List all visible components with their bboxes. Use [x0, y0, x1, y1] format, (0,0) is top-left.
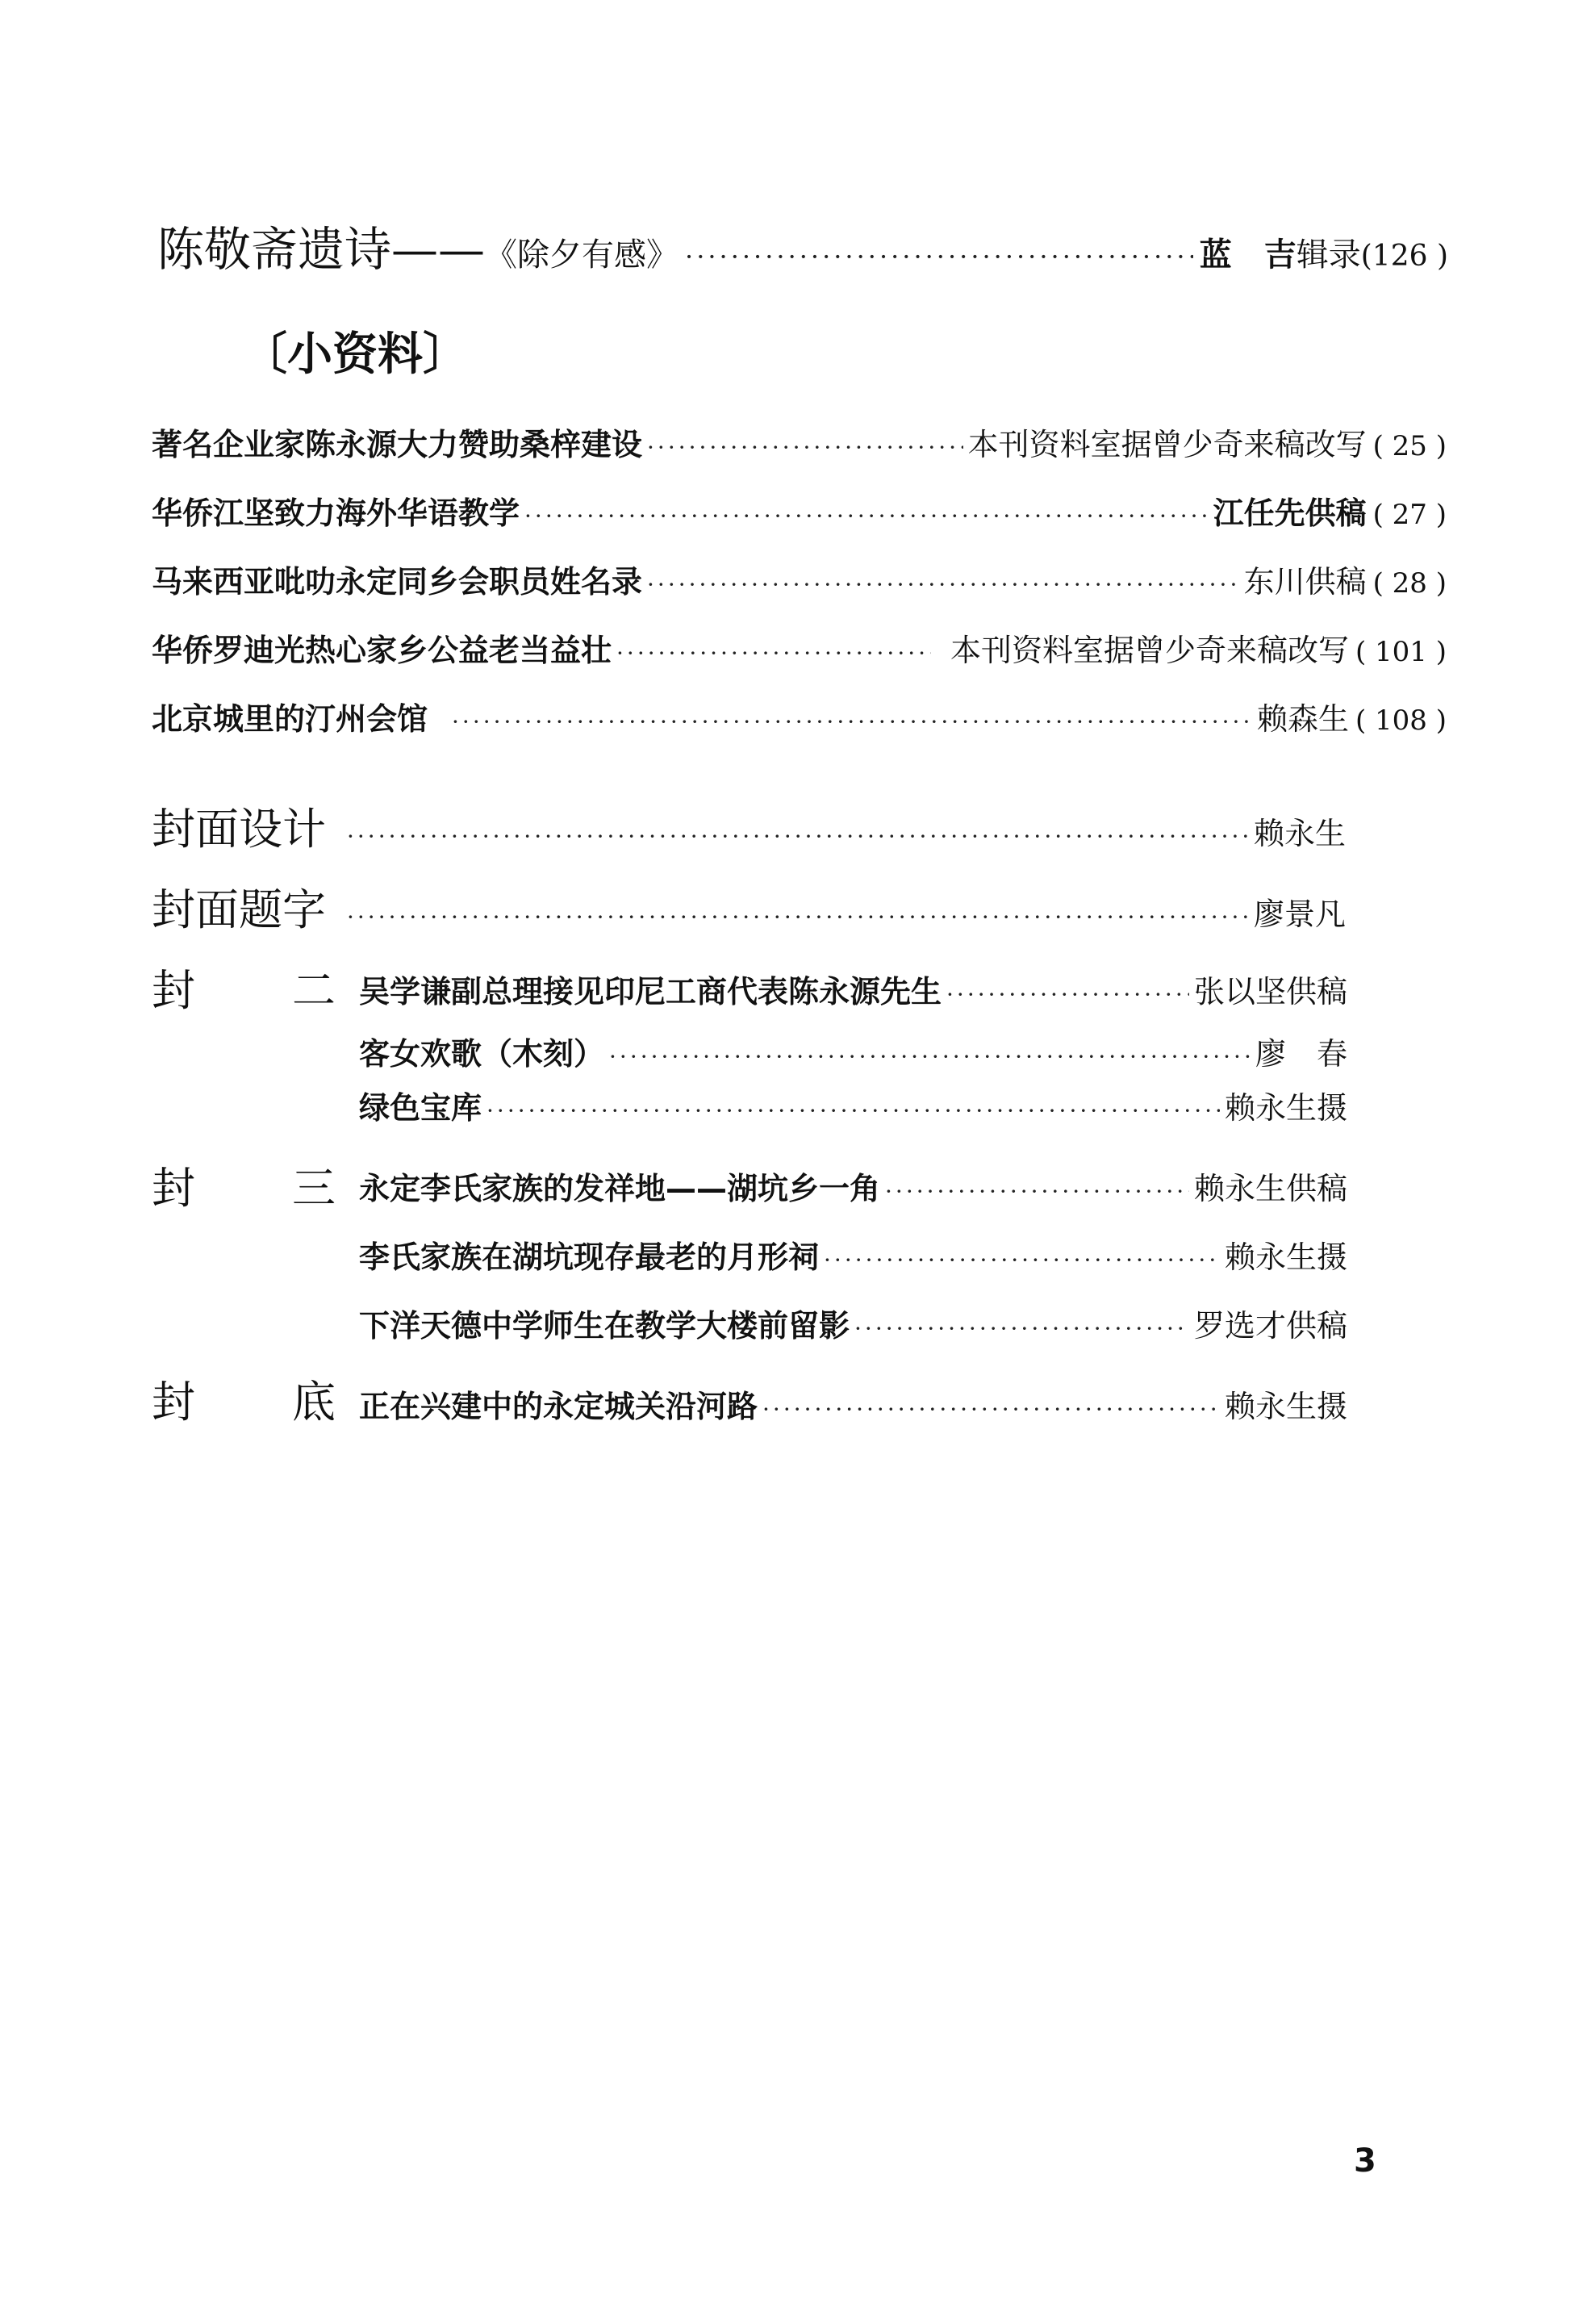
back-cover-label-b: 底 — [292, 1377, 336, 1427]
toc-entry — [152, 488, 1447, 533]
back-cover-label-b-wrap — [292, 1368, 336, 1430]
cover-two-item — [359, 967, 1347, 1011]
leader-dots — [824, 1247, 1220, 1273]
leader-dots — [885, 1178, 1189, 1205]
section-heading — [242, 319, 468, 383]
cover-item-credit: 廖 春 — [1255, 1036, 1347, 1072]
entry-title: 著名企业家陈永源大力赞助桑梓建设 — [152, 427, 643, 462]
leader-dots — [946, 981, 1189, 1008]
leader-dots — [609, 1043, 1251, 1070]
section-heading-text: 〔小资料〕 — [242, 328, 468, 381]
entry-credit: 本刊资料室据曾少奇来稿改写 — [967, 427, 1367, 462]
cover-three-item — [359, 1232, 1347, 1277]
cover-three-item — [359, 1164, 1347, 1208]
cover-design-label: 封面设计 — [152, 804, 326, 855]
leader-dots — [685, 241, 1193, 272]
cover-item-credit: 罗选才供稿 — [1193, 1308, 1347, 1344]
entry-title: 华侨江坚致力海外华语教学 — [152, 495, 520, 531]
cover-item-credit: 张以坚供稿 — [1193, 974, 1347, 1009]
cover-item-credit: 赖永生摄 — [1224, 1090, 1347, 1126]
entry-title: 马来西亚吡叻永定同乡会职员姓名录 — [152, 564, 643, 600]
poem-author: 蓝 吉 — [1199, 236, 1297, 274]
cover-title-credit: 廖景凡 — [1253, 897, 1346, 932]
cover-title-entry — [152, 876, 1346, 938]
entry-title: 华侨罗迪光热心家乡公益老当益壮 — [152, 633, 612, 668]
entry-credit: 本刊资料室据曾少奇来稿改写 — [950, 633, 1349, 668]
leader-dots — [486, 1097, 1220, 1124]
back-cover-item — [359, 1381, 1347, 1426]
cover-two-label — [152, 956, 195, 1018]
leader-dots — [347, 904, 1249, 930]
cover-title-label: 封面题字 — [152, 884, 326, 935]
poem-subtitle: 《除夕有感》 — [485, 236, 679, 274]
toc-entry-poem — [157, 211, 1448, 279]
leader-dots — [347, 823, 1249, 850]
cover-item-credit: 赖永生摄 — [1224, 1389, 1347, 1424]
cover-item-title: 下洋天德中学师生在教学大楼前留影 — [359, 1308, 850, 1344]
cover-design-credit: 赖永生 — [1253, 816, 1346, 851]
cover-three-label-b: 三 — [292, 1163, 336, 1214]
leader-dots — [647, 571, 1239, 598]
leader-dots — [524, 503, 1209, 529]
cover-two-label-b-wrap — [292, 956, 336, 1018]
entry-credit: 赖森生 — [1256, 701, 1349, 737]
leader-dots — [616, 640, 931, 667]
back-cover-label — [152, 1368, 195, 1430]
entry-credit: 江任先供稿 — [1213, 495, 1367, 531]
cover-item-title: 李氏家族在湖坑现存最老的月形祠 — [359, 1239, 820, 1275]
entry-page: ( 28 ) — [1372, 567, 1447, 600]
page-number: 3 — [1354, 2142, 1376, 2180]
cover-item-credit: 赖永生摄 — [1224, 1239, 1347, 1275]
leader-dots — [647, 434, 963, 461]
cover-three-item — [359, 1301, 1347, 1345]
cover-two-item — [359, 1083, 1347, 1127]
cover-design-entry — [152, 795, 1346, 857]
back-cover-label-a: 封 — [152, 1377, 195, 1427]
cover-item-title: 吴学谦副总理接见印尼工商代表陈永源先生 — [359, 974, 942, 1009]
toc-entry — [152, 557, 1447, 601]
poem-title: 陈敬斋遗诗—— — [157, 222, 486, 277]
cover-item-title: 绿色宝库 — [359, 1090, 482, 1126]
toc-entry — [152, 625, 1447, 670]
cover-two-item — [359, 1029, 1347, 1073]
poem-credit: 辑录 — [1296, 236, 1361, 274]
cover-item-title: 正在兴建中的永定城关沿河路 — [359, 1389, 758, 1424]
poem-page: (126 ) — [1360, 240, 1448, 273]
entry-title: 北京城里的汀州会馆 — [152, 701, 428, 737]
cover-three-label-b-wrap — [292, 1154, 336, 1216]
entry-page: ( 101 ) — [1355, 636, 1447, 668]
cover-three-label-a: 封 — [152, 1163, 195, 1214]
leader-dots — [762, 1396, 1220, 1423]
cover-item-credit: 赖永生供稿 — [1193, 1171, 1347, 1206]
entry-page: ( 25 ) — [1372, 430, 1447, 462]
entry-page: ( 108 ) — [1355, 704, 1447, 737]
cover-two-label-b: 二 — [292, 965, 336, 1016]
leader-dots — [854, 1315, 1189, 1342]
toc-entry — [152, 694, 1447, 738]
entry-credit: 东川供稿 — [1243, 564, 1367, 600]
toc-entry — [152, 420, 1447, 464]
leader-dots — [452, 708, 1252, 735]
cover-three-label — [152, 1154, 195, 1216]
entry-page: ( 27 ) — [1372, 499, 1447, 531]
cover-item-title: 客女欢歌（木刻） — [359, 1036, 605, 1072]
cover-item-title: 永定李氏家族的发祥地——湖坑乡一角 — [359, 1171, 881, 1206]
cover-two-label-a: 封 — [152, 965, 195, 1016]
